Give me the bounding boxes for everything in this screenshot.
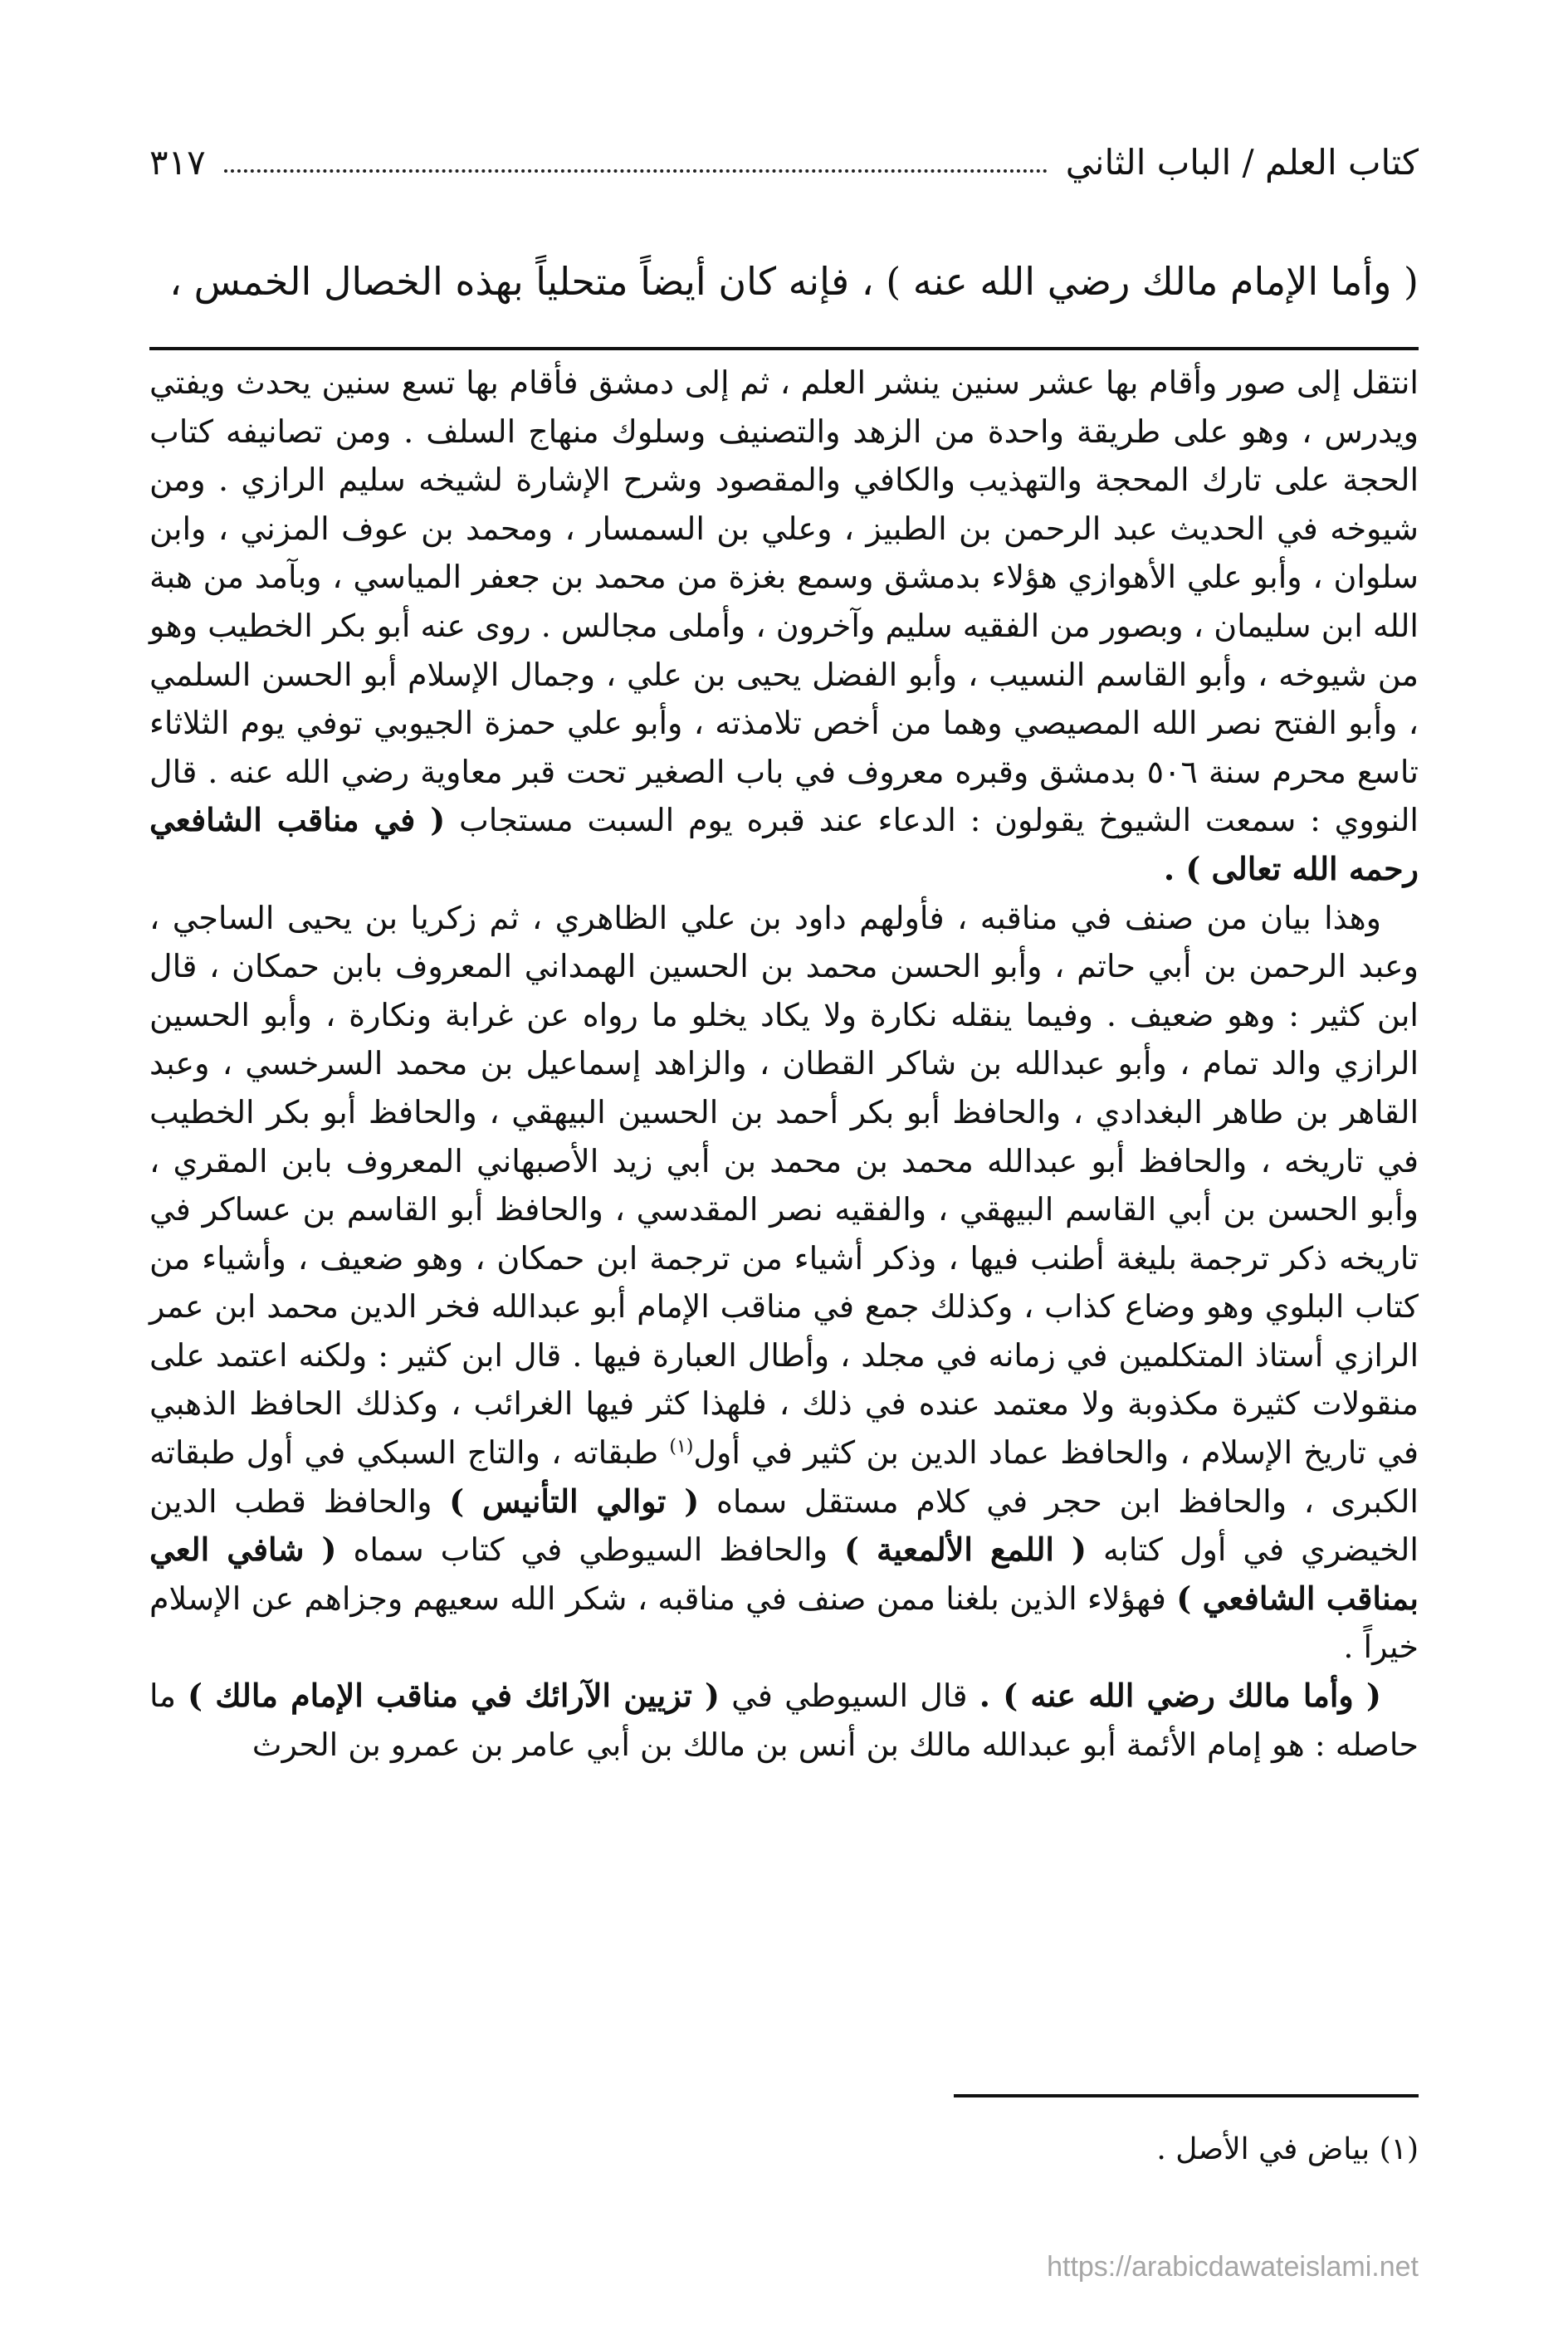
- footnote-divider: [954, 2094, 1419, 2097]
- commentary-paragraph-1: [149, 359, 1419, 894]
- paragraph-text: والحافظ السيوطي في كتاب سماه: [353, 1531, 828, 1569]
- bold-heading: ( في مناقب الشافعي رحمه الله تعالى ) .: [149, 801, 1419, 887]
- bold-heading: ( وأما مالك رضي الله عنه ) .: [979, 1677, 1381, 1715]
- main-text-divider: [149, 347, 1419, 350]
- footnote-reference[interactable]: (١): [669, 1436, 694, 1458]
- paragraph-text: طبقاته ، والتاج السبكي في أول طبقاته الكبرى ، والحافظ ابن حجر في كلام مستقل سماه: [149, 1434, 1419, 1520]
- paragraph-text: انتقل إلى صور وأقام بها عشر سنين ينشر العلم ، ثم إلى دمشق فأقام بها تسع سنين يحدث ويفتي ويدرس ، وهو على طريقة واحدة من الزهد والتصنيف وسلوك منهاج السلف . ومن تصانيفه كتاب الحجة على تارك المحجة والتهذيب والكافي والمقصود وشرح الإشارة لشيخه سليم الرازي . ومن شيوخه في الحديث عبد الرحمن بن الطبيز ، وعلي بن السمسار ، ومحمد بن عوف المزني ، وابن سلوان ، وأبو علي الأهوازي هؤلاء بدمشق وسمع بغزة من محمد بن جعفر المياسي ، وبآمد من هبة الله ابن سليمان ، وبصور من الفقيه سليم وآخرون ، وأملى مجالس . روى عنه أبو بكر الخطيب وهو من شيوخه ، وأبو القاسم النسيب ، وأبو الفضل يحيى بن علي ، وجمال الإسلام أبو الحسن السلمي ، وأبو الفتح نصر الله المصيصي وهما من أخص تلامذته ، وأبو علي حمزة الجيوبي توفي يوم الثلاثاء تاسع محرم سنة ٥٠٦ بدمشق وقبره معروف في باب الصغير تحت قبر معاوية رضي الله عنه . قال النووي : سمعت الشيوخ يقولون : الدعاء عند قبره يوم السبت مستجاب: [149, 364, 1419, 839]
- page-number: ٣١٧: [149, 141, 206, 183]
- leader-dots: [224, 151, 1048, 173]
- footnote: (١) بياض في الأصل .: [1156, 2132, 1419, 2166]
- commentary: [149, 359, 1419, 1769]
- commentary-paragraph-3: [149, 1672, 1419, 1769]
- paragraph-text: وهذا بيان من صنف في مناقبه ، فأولهم داود بن علي الظاهري ، ثم زكريا بن يحيى الساجي ، وعبد الرحمن بن أبي حاتم ، وأبو الحسن محمد بن الحسين الهمداني المعروف بابن حمكان ، قال ابن كثير : وهو ضعيف . وفيما ينقله نكارة ولا يكاد يخلو ما رواه عن غرابة ونكارة ، وأبو الحسين الرازي والد تمام ، وأبو عبدالله بن شاكر القطان ، والزاهد إسماعيل بن محمد السرخسي ، وعبد القاهر بن طاهر البغدادي ، والحافظ أبو بكر أحمد بن الحسين البيهقي ، والحافظ أبو بكر الخطيب في تاريخه ، والحافظ أبو عبدالله محمد بن محمد بن أبي زيد الأصبهاني المعروف بابن المقري ، وأبو الحسن بن أبي القاسم البيهقي ، والفقيه نصر المقدسي ، والحافظ أبو القاسم بن عساكر في تاريخه ذكر ترجمة بليغة أطنب فيها ، وذكر أشياء من ترجمة ابن حمكان ، وهو ضعيف ، وأشياء من كتاب البلوي وهو وضاع كذاب ، وكذلك جمع في مناقب الإمام أبو عبدالله فخر الدين محمد ابن عمر الرازي أستاذ المتكلمين في زمانه في مجلد ، وأطال العبارة فيها . قال ابن كثير : ولكنه اعتمد على منقولات كثيرة مكذوبة ولا معتمد عنده في ذلك ، فلهذا كثر فيها الغرائب ، وكذلك الحافظ الذهبي في تاريخ الإسلام ، والحافظ عماد الدين بن كثير في أول: [149, 899, 1419, 1472]
- paragraph-text: ما حاصله : هو إمام الأئمة أبو عبدالله مالك بن أنس بن مالك بن أبي عامر بن عمرو بن الحرث: [149, 1677, 1419, 1763]
- paragraph-text: قال السيوطي في: [731, 1677, 968, 1715]
- watermark: https://arabicdawateislami.net: [1047, 2251, 1419, 2283]
- paragraph-text: فهؤلاء الذين بلغنا ممن صنف في مناقبه ، شكر الله سعيهم وجزاهم عن الإسلام خيراً .: [149, 1580, 1419, 1666]
- commentary-paragraph-2: [149, 894, 1419, 1673]
- book-title: ( توالي التأنيس ): [449, 1482, 700, 1520]
- main-text: ( وأما الإمام مالك رضي الله عنه ) ، فإنه كان أيضاً متحلياً بهذه الخصال الخمس ،: [169, 259, 1419, 304]
- book-title: ( شافي العي بمناقب الشافعي ): [149, 1531, 1419, 1617]
- paragraph-text: والحافظ قطب الدين الخيضري في أول كتابه: [149, 1482, 1419, 1569]
- book-title: ( اللمع الألمعية ): [843, 1531, 1087, 1569]
- running-title: كتاب العلم / الباب الثاني: [1065, 141, 1419, 183]
- page-header: [149, 137, 1419, 187]
- book-title: ( تزيين الآرائك في مناقب الإمام مالك ): [188, 1677, 720, 1715]
